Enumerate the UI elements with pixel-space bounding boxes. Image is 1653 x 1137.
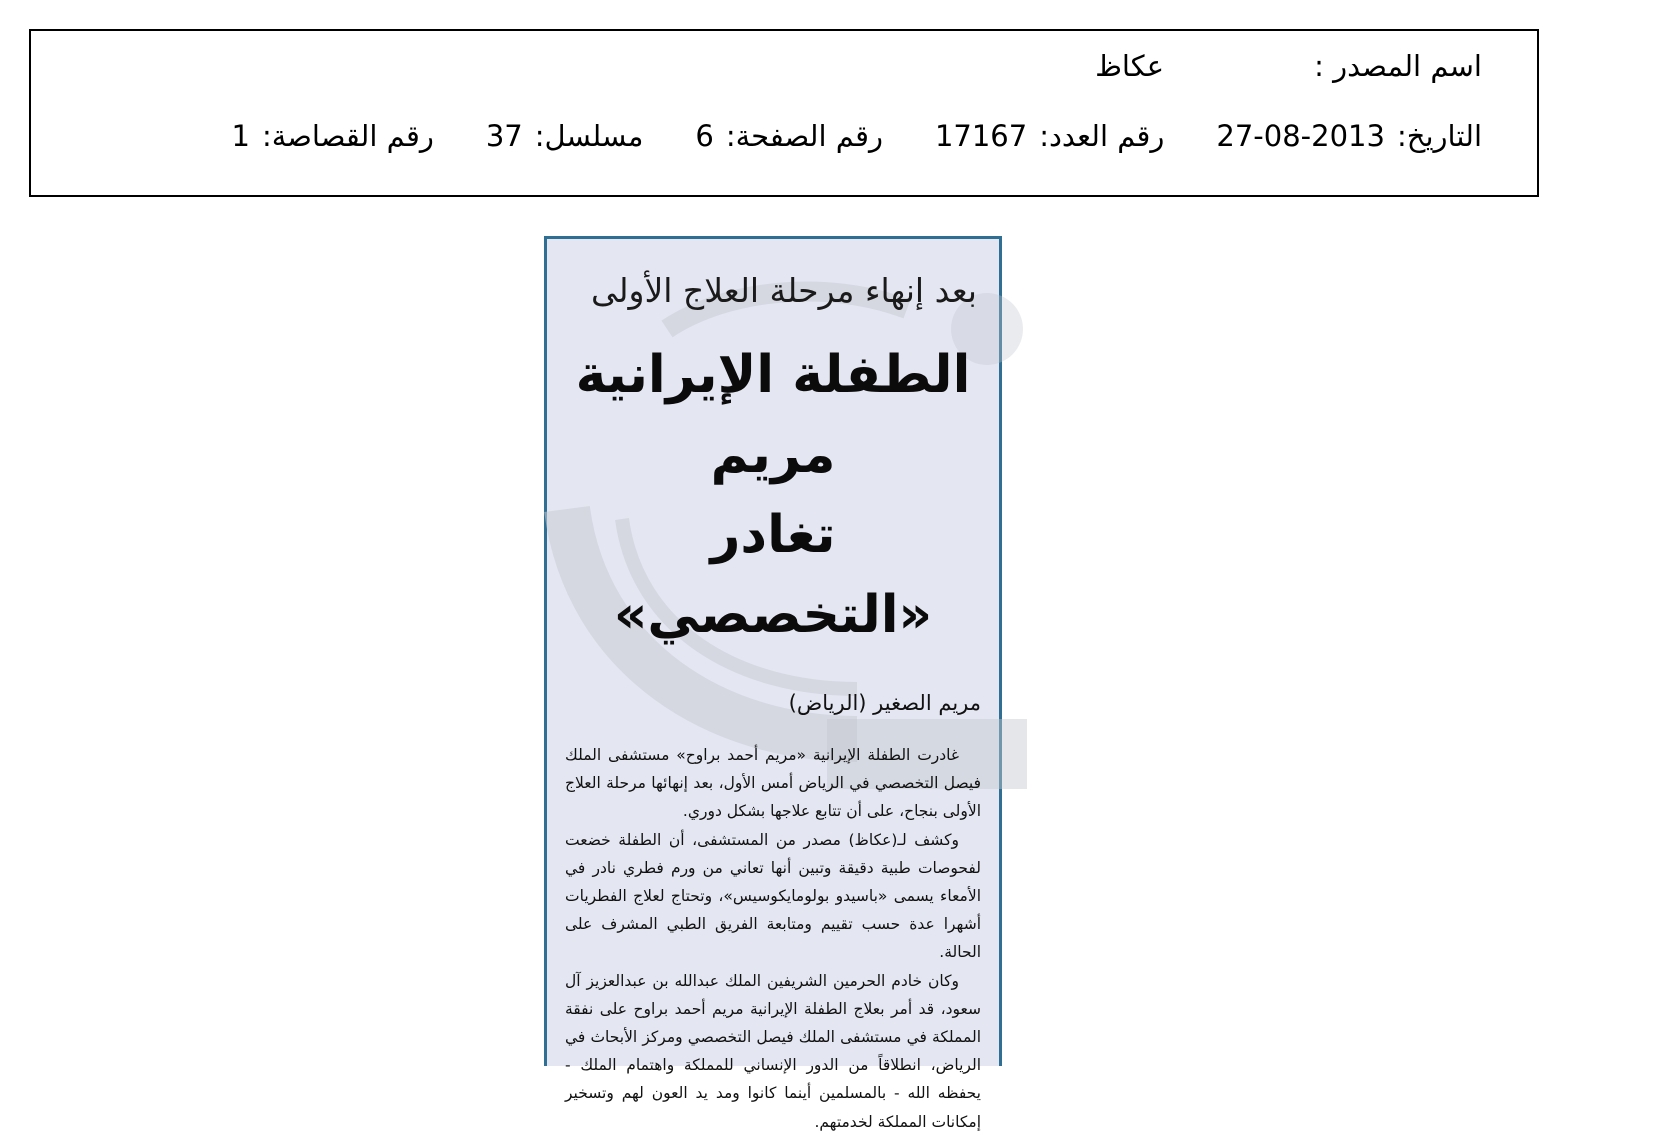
article-paragraph: غادرت الطفلة الإيرانية «مريم أحمد براوح» مستشفى الملك فيصل التخصصي في الرياض أمس الأول، بعد إنهائها مرحلة العلاج الأولى بنجاح، على أن تتابع علاجها بشكل دوري. (565, 746, 981, 821)
headline-line-2: تغادر «التخصصي» (613, 505, 933, 645)
newspaper-clipping (544, 236, 1002, 1131)
issue-label: رقم العدد: (1039, 119, 1165, 153)
issue-value: 17167 (934, 119, 1028, 153)
serial-value: 37 (485, 119, 523, 153)
article-kicker: بعد إنهاء مرحلة العلاج الأولى (590, 271, 977, 310)
article-paragraph: وكشف لـ(عكاظ) مصدر من المستشفى، أن الطفلة خضعت لفحوصات طبية دقيقة وتبين أنها تعاني من ورم فطري نادر في الأمعاء يسمى «باسيدو بولومايكوسيس»، وتحتاج لعلاج الفطريات أشهرا عدة حسب تقييم ومتابعة الفريق الطبي المشرف على الحالة. (565, 830, 981, 962)
clip-number-field (232, 119, 434, 153)
clip-number-label: رقم القصاصة: (261, 119, 434, 153)
page-value: 6 (695, 119, 714, 153)
source-value: عكاظ (1095, 49, 1165, 83)
article-headline (565, 335, 981, 655)
headline-line-1: الطفلة الإيرانية مريم (575, 345, 971, 485)
date-field (1216, 119, 1482, 153)
issue-field (935, 119, 1164, 153)
article-paragraph: وكان خادم الحرمين الشريفين الملك عبدالله بن عبدالعزيز آل سعود، قد أمر بعلاج الطفلة الإيرانية مريم أحمد براوح على نفقة المملكة في مستشفى الملك فيصل التخصصي ومركز الأبحاث في الرياض، انطلاقاً من الدور الإنساني للمملكة واهتمام الملك - يحفظه الله - بالمسلمين أينما كانوا ومد يد العون لهم وتسخير إمكانات المملكة لخدمتهم. (565, 971, 981, 1131)
clip-number-value: 1 (231, 119, 250, 153)
serial-label: مسلسل: (534, 119, 644, 153)
source-row (1095, 49, 1482, 83)
date-label: التاريخ: (1396, 119, 1482, 153)
source-field (1302, 49, 1482, 83)
page-field (695, 119, 883, 153)
article-byline: مريم الصغير (الرياض) (788, 691, 981, 715)
page-label: رقم الصفحة: (725, 119, 883, 153)
metadata-header (29, 29, 1539, 197)
article-body (565, 741, 981, 1136)
details-row (232, 119, 1483, 153)
date-value: 27-08-2013 (1216, 119, 1385, 153)
serial-field (486, 119, 644, 153)
source-label: اسم المصدر : (1314, 49, 1482, 83)
